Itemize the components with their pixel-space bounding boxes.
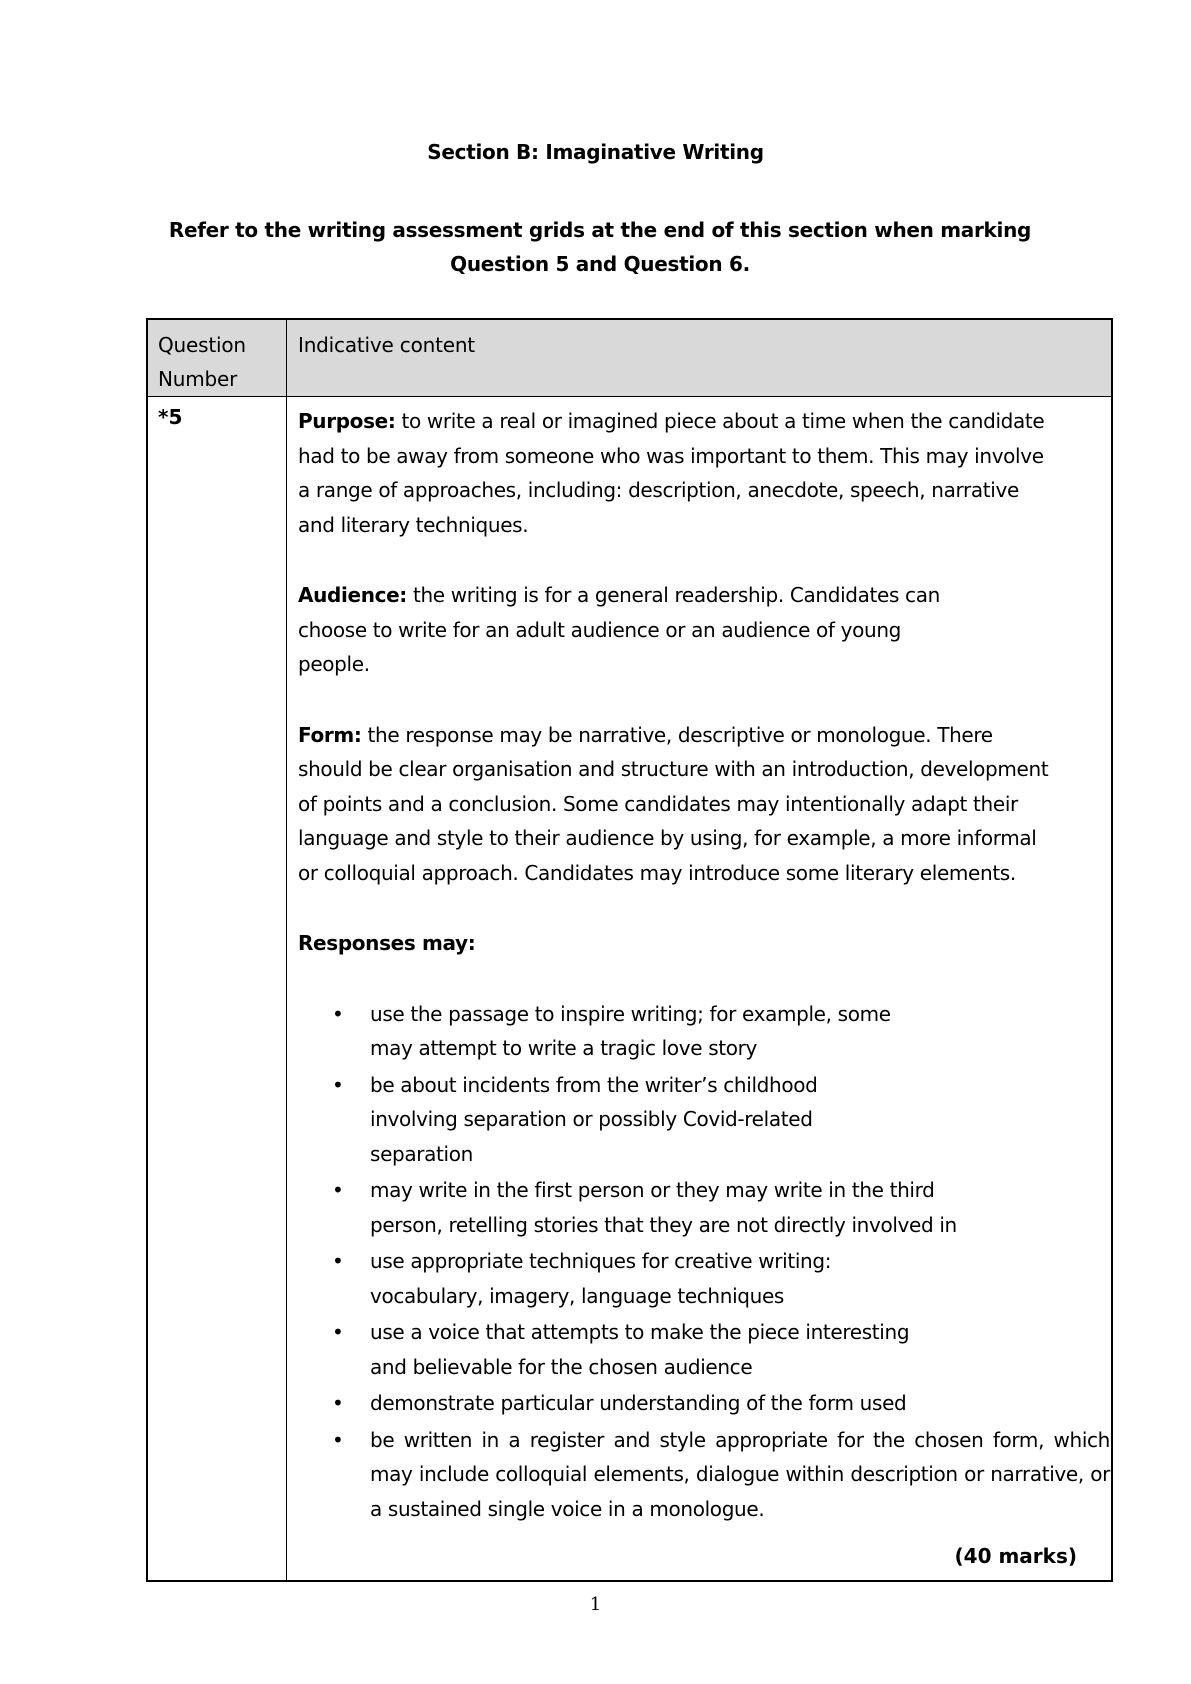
form-text: the response may be narrative, descriptive or monologue. There should be clear organisation and structure with an introduction, development of points and a conclusion. Some candidates may intentionally adapt their language and style to their audience by using, for example, a more informal or colloquial approach. Candidates may introduce some literary elements. <box>298 722 1049 885</box>
list-item: • use appropriate techniques for creative writing: vocabulary, imagery, language techniques <box>298 1244 1058 1313</box>
form-label: Form: <box>298 722 362 747</box>
list-item: • use the passage to inspire writing; for example, some may attempt to write a tragic love story <box>298 997 1058 1066</box>
bullet-icon: • <box>332 1072 344 1097</box>
header-question-number: Question Number <box>158 333 246 391</box>
responses-may-label: Responses may: <box>298 931 476 955</box>
table-header-row <box>148 320 1111 397</box>
list-item: • demonstrate particular understanding of the form used <box>298 1386 1058 1421</box>
indicative-content-cell <box>298 404 1110 1528</box>
section-title: Section B: Imaginative Writing <box>427 140 764 164</box>
bullet-icon: • <box>332 1178 344 1202</box>
form-paragraph <box>298 718 1058 891</box>
marking-instruction: Refer to the writing assessment grids at the end of this section when marking Question 5 and Question 6. <box>168 218 1032 276</box>
bullet-icon: • <box>332 1320 344 1344</box>
column-divider <box>286 320 287 1580</box>
header-indicative-content: Indicative content <box>298 333 475 357</box>
bullet-icon: • <box>332 1249 344 1273</box>
indicative-content-table <box>146 318 1113 1582</box>
bullet-icon: • <box>332 1391 344 1415</box>
audience-label: Audience: <box>298 583 407 607</box>
list-item: • may write in the first person or they may write in the third person, retelling stories that they are not directly involved in <box>298 1173 1058 1242</box>
audience-text: the writing is for a general readership. Candidates can choose to write for an adult audience or an audience of young people. <box>298 583 940 676</box>
purpose-text: to write a real or imagined piece about a time when the candidate had to be away from someone who was important to them. This may involve a range of approaches, including: description, anecdote, speech, narrative and literary techniques. <box>298 409 1045 537</box>
list-item: • be written in a register and style appropriate for the chosen form, which may include colloquial elements, dialogue within description or narrative, or a sustained single voice in a monologue. <box>298 1423 1110 1527</box>
purpose-label: Purpose: <box>298 409 396 433</box>
question-number-cell: *5 <box>158 405 183 429</box>
responses-list <box>298 997 1110 1527</box>
list-item: • use a voice that attempts to make the piece interesting and believable for the chosen audience <box>298 1315 1058 1384</box>
marks-total: (40 marks) <box>954 1544 1077 1568</box>
list-item: • be about incidents from the writer’s childhood involving separation or possibly Covid-related separation <box>298 1068 1058 1172</box>
bullet-icon: • <box>332 1001 344 1026</box>
purpose-paragraph <box>298 404 1058 542</box>
bullet-icon: • <box>332 1427 344 1452</box>
audience-paragraph <box>298 578 978 682</box>
page-number: 1 <box>589 1594 602 1615</box>
